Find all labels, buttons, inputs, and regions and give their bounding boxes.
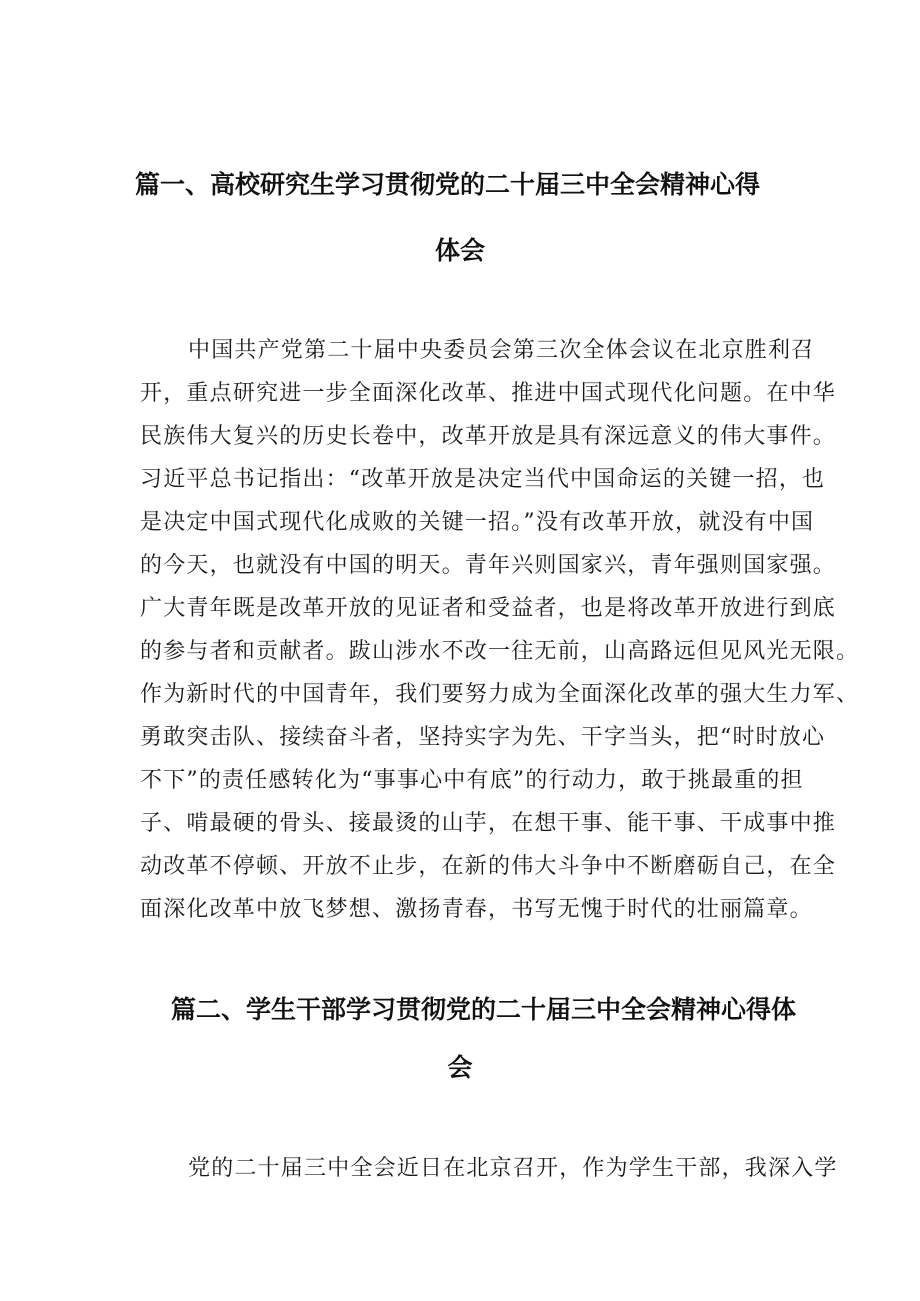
section1-title-line2: 体会 bbox=[434, 236, 485, 265]
section2-title-line2: 会 bbox=[447, 1053, 473, 1082]
section1-line-2: 开，重点研究进一步全面深化改革、推进中国式现代化问题。在中华 bbox=[140, 381, 837, 406]
section1-line-6: 的今天，也就没有中国的明天。青年兴则国家兴，青年强则国家强。 bbox=[140, 553, 837, 578]
section2-line-1: 党的二十届三中全会近日在北京召开，作为学生干部，我深入学 bbox=[188, 1156, 838, 1181]
section1-line-8: 的参与者和贡献者。跋山涉水不改一往无前，山高路远但见风光无限。 bbox=[140, 639, 860, 664]
section1-line-4: 习近平总书记指出：“改革开放是决定当代中国命运的关键一招，也 bbox=[140, 467, 826, 492]
section1-line-9: 作为新时代的中国青年，我们要努力成为全面深化改革的强大生力军、 bbox=[140, 682, 860, 707]
section1-line-7: 广大青年既是改革开放的见证者和受益者，也是将改革开放进行到底 bbox=[140, 596, 837, 621]
section2-title-line1: 篇二、学生干部学习贯彻党的二十届三中全会精神心得体 bbox=[171, 995, 797, 1024]
section1-line-13: 动改革不停顿、开放不止步，在新的伟大斗争中不断磨砺自己，在全 bbox=[140, 854, 837, 879]
section1-line-10: 勇敢突击队、接续奋斗者，坚持实字为先、干字当头，把“时时放心 bbox=[140, 725, 826, 750]
section1-title-line1: 篇一、高校研究生学习贯彻党的二十届三中全会精神心得 bbox=[135, 170, 761, 199]
section1-line-12: 子、啃最硬的骨头、接最烫的山芋，在想干事、能干事、干成事中推 bbox=[140, 811, 837, 836]
section1-line-11: 不下”的责任感转化为“事事心中有底”的行动力，敢于挑最重的担 bbox=[140, 768, 804, 793]
section1-line-5: 是决定中国式现代化成败的关键一招。”没有改革开放，就没有中国 bbox=[140, 510, 815, 535]
section1-line-3: 民族伟大复兴的历史长卷中，改革开放是具有深远意义的伟大事件。 bbox=[140, 424, 837, 449]
section1-line-1: 中国共产党第二十届中央委员会第三次全体会议在北京胜利召 bbox=[188, 338, 815, 363]
section1-line-14: 面深化改革中放飞梦想、激扬青春，书写无愧于时代的壮丽篇章。 bbox=[140, 897, 813, 922]
